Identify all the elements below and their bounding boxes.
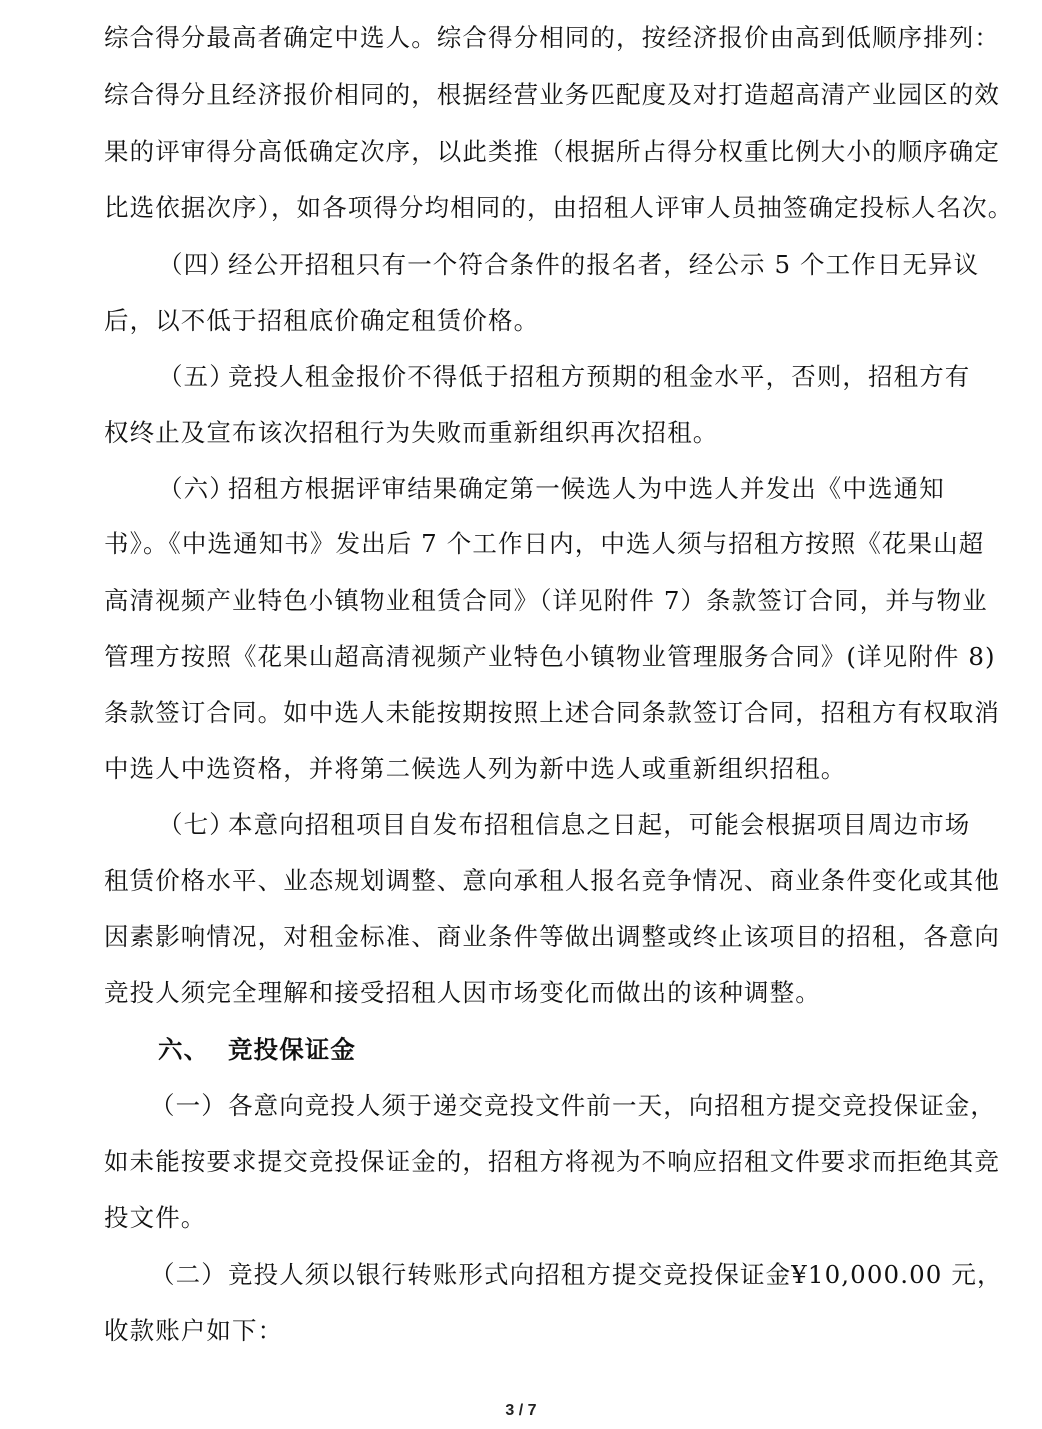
body-text-line: 果的评审得分高低确定次序，以此类推（根据所占得分权重比例大小的顺序确定	[104, 137, 1000, 166]
body-text-line: 如未能按要求提交竞投保证金的，招租方将视为不响应招租文件要求而拒绝其竞	[104, 1147, 1000, 1176]
clause-text: 经公开招租只有一个符合条件的报名者，经公示 5 个工作日无异议	[228, 250, 980, 279]
body-text-line: 因素影响情况，对租金标准、商业条件等做出调整或终止该项目的招租，各意向	[104, 922, 1000, 951]
body-text-line: 租赁价格水平、业态规划调整、意向承租人报名竞争情况、商业条件变化或其他	[104, 866, 1000, 895]
clause-text: 竞投人须以银行转账形式向招租方提交竞投保证金¥10,000.00 元，	[228, 1260, 1003, 1289]
clause-number: （一）	[150, 1091, 227, 1120]
body-text-line: 后，以不低于招租底价确定租赁价格。	[104, 306, 540, 335]
clause-number: （六）	[158, 474, 235, 503]
clause-4-first-line	[158, 249, 980, 281]
body-text-line: 投文件。	[104, 1203, 207, 1232]
body-text-line: 竞投人须完全理解和接受招租人因市场变化而做出的该种调整。	[104, 978, 821, 1007]
deposit-clause-2-first-line	[150, 1259, 1003, 1291]
body-text-line: 综合得分最高者确定中选人。综合得分相同的，按经济报价由高到低顺序排列：	[104, 23, 1000, 52]
body-text-line: 管理方按照《花果山超高清视频产业特色小镇物业管理服务合同》(详见附件 8)	[104, 642, 996, 671]
section-number: 六、	[158, 1035, 210, 1064]
body-text-line: 比选依据次序），如各项得分均相同的，由招租人评审人员抽签确定投标人名次。	[104, 193, 1014, 222]
deposit-clause-1-first-line	[150, 1090, 996, 1122]
section-title: 竞投保证金	[228, 1035, 356, 1064]
clause-number: （四）	[158, 250, 235, 279]
body-text-line: 条款签订合同。如中选人未能按期按照上述合同条款签订合同，招租方有权取消	[104, 698, 1000, 727]
page-number: 3 / 7	[505, 1402, 537, 1419]
body-text-line: 高清视频产业特色小镇物业租赁合同》（详见附件 7）条款签订合同，并与物业	[104, 586, 988, 615]
body-text-line: 收款账户如下：	[104, 1316, 284, 1345]
body-text-line: 综合得分且经济报价相同的，根据经营业务匹配度及对打造超高清产业园区的效	[104, 80, 1000, 109]
clause-text: 竞投人租金报价不得低于招租方预期的租金水平，否则，招租方有	[228, 362, 971, 391]
clause-number: （七）	[158, 810, 235, 839]
body-text-line: 书》。《中选通知书》发出后 7 个工作日内，中选人须与招租方按照《花果山超	[104, 529, 985, 558]
clause-text: 各意向竞投人须于递交竞投文件前一天，向招租方提交竞投保证金，	[228, 1091, 996, 1120]
clause-text: 本意向招租项目自发布招租信息之日起，可能会根据项目周边市场	[228, 810, 971, 839]
body-text-line: 中选人中选资格，并将第二候选人列为新中选人或重新组织招租。	[104, 754, 847, 783]
clause-text: 招租方根据评审结果确定第一候选人为中选人并发出《中选通知	[228, 474, 945, 503]
clause-7-first-line	[158, 809, 971, 841]
clause-number: （五）	[158, 362, 235, 391]
body-text-line: 权终止及宣布该次招租行为失败而重新组织再次招租。	[104, 418, 719, 447]
clause-6-first-line	[158, 473, 945, 505]
clause-number: （二）	[150, 1260, 227, 1289]
section-heading	[158, 1034, 938, 1066]
clause-5-first-line	[158, 361, 971, 393]
